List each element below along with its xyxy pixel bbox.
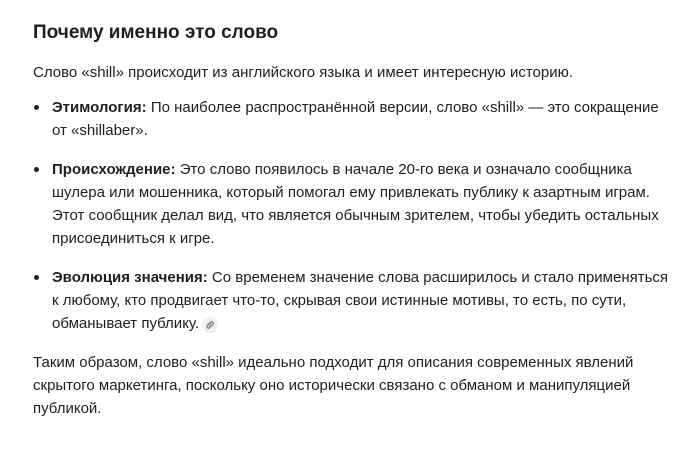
- bullet-icon: [34, 167, 39, 172]
- list-item-term: Происхождение:: [52, 161, 176, 178]
- source-link-button[interactable]: [202, 317, 218, 333]
- link-icon: [205, 320, 215, 330]
- list-item-text: Со временем значение слова расширилось и стало применяться к любому, кто продвигает что-то, скрывая свои истинные мотивы, то есть, по сути, обманывает публику.: [52, 269, 669, 332]
- list-item-evolution: [33, 266, 671, 335]
- list-item-text: Это слово появилось в начале 20-го века и означало сообщника шулера или мошенника, который помогал ему привлекать публику к азартным играм. Этот сообщник делал вид, что является обычным зрителем, чтобы убедить остальных присоединиться к игре.: [52, 161, 659, 247]
- list-item-origin: [33, 158, 671, 250]
- fact-list: [33, 96, 671, 335]
- section-heading: Почему именно это слово: [33, 22, 279, 43]
- bullet-icon: [34, 105, 39, 110]
- intro-paragraph: Слово «shill» происходит из английского языка и имеет интересную историю.: [33, 64, 574, 81]
- list-item-etymology: [33, 96, 671, 142]
- list-item-term: Эволюция значения:: [52, 269, 208, 286]
- bullet-icon: [34, 275, 39, 280]
- conclusion-paragraph: Таким образом, слово «shill» идеально подходит для описания современных явлений скрытого маркетинга, поскольку оно исторически связано с обманом и манипуляцией публикой.: [33, 354, 634, 417]
- list-item-text: По наиболее распространённой версии, слово «shill» — это сокращение от «shillaber».: [52, 99, 659, 139]
- list-item-term: Этимология:: [52, 99, 147, 116]
